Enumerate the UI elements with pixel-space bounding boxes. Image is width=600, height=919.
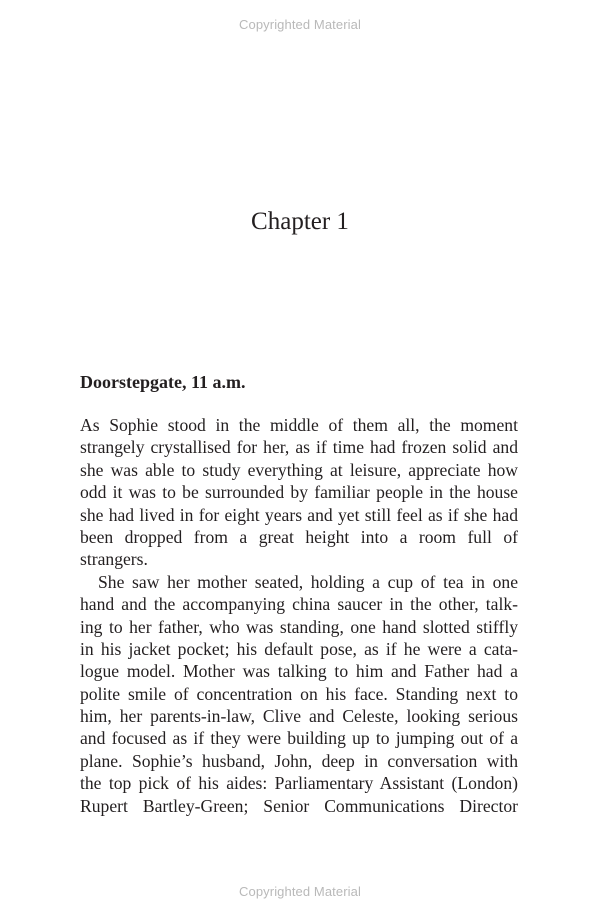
copyright-watermark-top: Copyrighted Material <box>239 17 361 32</box>
paragraph-1 <box>80 414 518 571</box>
text-line: she had lived in for eight years and yet still feel as if she had <box>80 504 518 525</box>
copyright-watermark-bottom: Copyrighted Material <box>239 884 361 899</box>
section-heading: Doorstepgate, 11 a.m. <box>80 372 246 392</box>
body-text <box>80 414 518 817</box>
text-line: She saw her mother seated, holding a cup of tea in one <box>98 571 518 592</box>
text-line: the top pick of his aides: Parliamentary Assistant (London) <box>80 773 518 794</box>
text-line: Rupert Bartley-Green; Senior Communications Director <box>80 795 518 816</box>
text-line: ing to her father, who was standing, one hand slotted stiffly <box>80 616 518 637</box>
text-line: strangely crystallised for her, as if time had frozen solid and <box>80 437 518 458</box>
text-line: odd it was to be surrounded by familiar people in the house <box>80 482 518 503</box>
text-line: and focused as if they were building up to jumping out of a <box>80 728 518 749</box>
text-line: hand and the accompanying china saucer in the other, talk- <box>80 594 518 615</box>
text-line: logue model. Mother was talking to him and Father had a <box>80 661 518 682</box>
text-line: plane. Sophie’s husband, John, deep in conversation with <box>80 750 518 771</box>
chapter-title: Chapter 1 <box>251 208 349 235</box>
text-line: As Sophie stood in the middle of them all, the moment <box>80 415 518 435</box>
paragraph-2 <box>80 571 518 817</box>
text-line: polite smile of concentration on his face. Standing next to <box>80 683 518 704</box>
text-line: in his jacket pocket; his default pose, as if he were a cata- <box>80 638 518 659</box>
text-line: him, her parents-in-law, Clive and Celeste, looking serious <box>80 706 518 727</box>
text-line: she was able to study everything at leisure, appreciate how <box>80 459 518 480</box>
text-line: strangers. <box>80 549 148 570</box>
text-line: been dropped from a great height into a room full of <box>80 526 518 547</box>
